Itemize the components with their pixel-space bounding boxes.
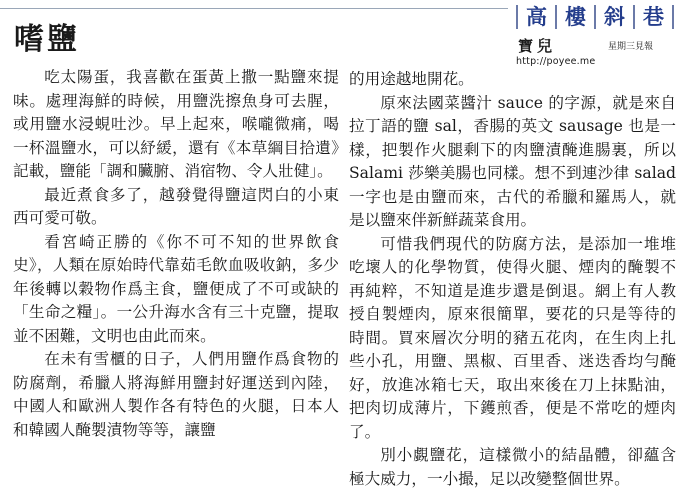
article-paragraph: 吃太陽蛋，我喜歡在蛋黃上撒一點鹽來提味。處理海鮮的時候，用鹽洗擦魚身可去腥，或用鹽水浸蜆吐沙。早上起來，喉嚨微痛，喝一杯溫鹽水，可以紓緩，還有《本草綱目拾遺》記載，鹽能「調和臟腑、消宿物、令人壯健」。 — [13, 68, 339, 180]
column-divider — [633, 5, 635, 29]
column-name-char: 樓 — [565, 5, 586, 29]
article-column-left — [13, 66, 339, 442]
column-name — [516, 4, 682, 30]
column-name-char: 斜 — [604, 5, 625, 29]
author-name: 寶兒 — [518, 37, 557, 55]
column-name-char: 巷 — [643, 5, 664, 29]
header-rule — [0, 8, 508, 9]
column-divider — [516, 5, 518, 29]
article-title: 嗜鹽 — [14, 22, 80, 57]
article-paragraph: 別小覷鹽花，這樣微小的結晶體，卻蘊含極大威力，一小撮，足以改變整個世界。 — [349, 446, 676, 488]
article-paragraph: 看宮崎正勝的《你不可不知的世界飲食史》，人類在原始時代靠茹毛飲血吸收鈉，多少年後轉以穀物作爲主食，鹽便成了不可或缺的「生命之糧」。一公升海水含有三十克鹽，提取並不困難，文明也由此而來。 — [13, 232, 339, 345]
column-divider — [594, 5, 596, 29]
article-paragraph: 的用途越地開花。 — [349, 70, 474, 88]
column-divider — [672, 5, 674, 29]
author-url[interactable]: http://poyee.me — [516, 56, 596, 67]
column-divider — [555, 5, 557, 29]
column-masthead — [516, 2, 682, 72]
article-paragraph: 原來法國菜醬汁 sauce 的字源，就是來自拉丁語的鹽 sal，香腸的英文 sausage 也是一樣，把製作火腿剩下的肉鹽漬醃進腸裏，所以 Salami 莎樂美腸也同樣。想不到連沙律 salad 一字也是由鹽而來，古代的希臘和羅馬人，就是以鹽來伴新鮮蔬菜食用。 — [349, 93, 676, 229]
column-name-char: 高 — [526, 5, 547, 29]
article-paragraph: 最近煮食多了，越發覺得鹽這閃白的小東西可愛可敬。 — [13, 185, 339, 227]
article-column-right — [349, 68, 676, 491]
article-paragraph: 可惜我們現代的防腐方法，是添加一堆堆吃壞人的化學物質，使得火腿、煙肉的醃製不再純粹，不知道是進步還是倒退。網上有人教授自製煙肉，原來很簡單，要花的只是等待的時間。買來層次分明的豬五花肉，在生肉上扎些小孔，用鹽、黑椒、百里香、迷迭香均勻醃好，放進冰箱七天，取出來後在刀上抹點油，把肉切成薄片，下鑊煎香，便是不常吃的煙肉了。 — [349, 234, 676, 441]
article-paragraph: 在未有雪櫃的日子，人們用鹽作爲食物的防腐劑，希臘人將海鮮用鹽封好運送到內陸，中國人和歐洲人製作各有特色的火腿，日本人和韓國人醃製漬物等等，讓鹽 — [13, 350, 339, 439]
publication-schedule: 星期三見報 — [608, 42, 654, 52]
